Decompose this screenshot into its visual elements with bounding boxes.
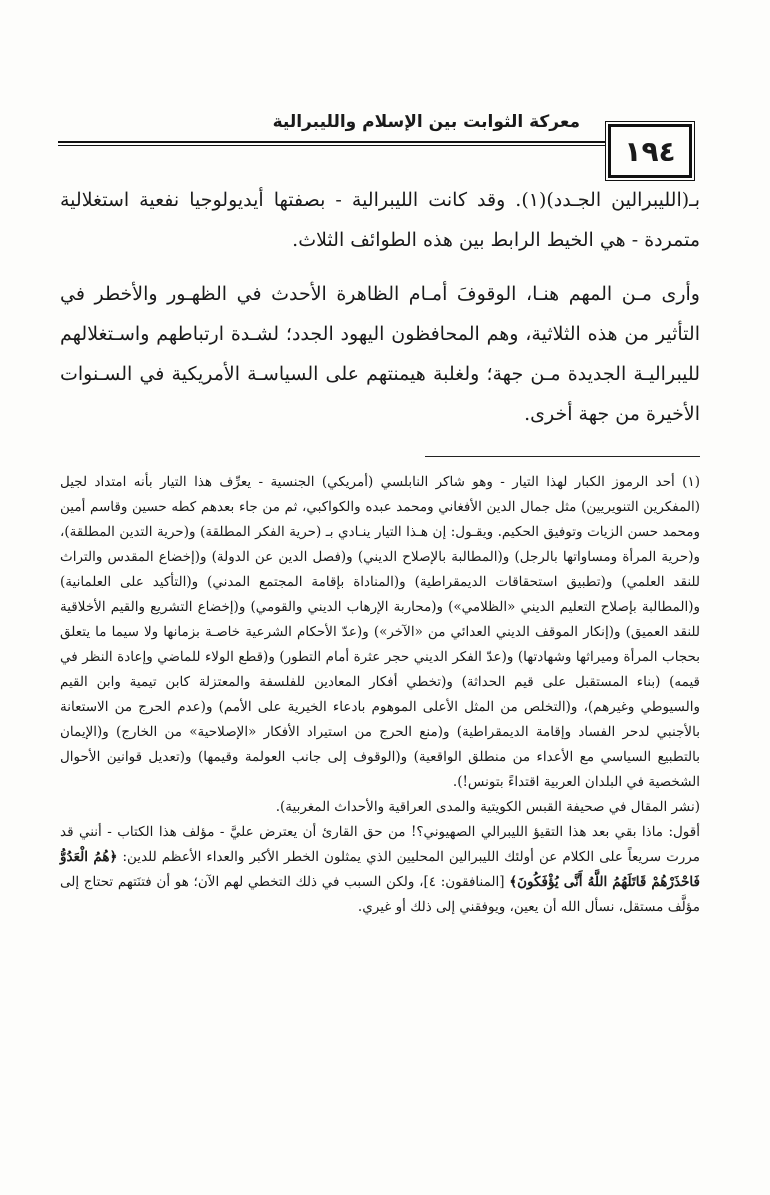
page-number: ١٩٤ <box>608 124 692 178</box>
footnote-comment <box>60 820 700 920</box>
footnote-publication: (نشر المقال في صحيفة القبس الكويتية والمدى العراقية والأحداث المغربية). <box>275 799 700 815</box>
quran-verse: ﴿هُمُ الْعَدُوُّ فَاحْذَرْهُمْ قَاتَلَهُمُ اللَّهُ أَنَّى يُؤْفَكُونَ﴾ <box>60 849 700 890</box>
quran-reference: [المنافقون: ٤] <box>423 874 505 890</box>
running-header-title: معركة الثوابت بين الإسلام والليبرالية <box>272 112 580 132</box>
footnotes <box>60 470 700 920</box>
comment-text-end: ، ولكن السبب في ذلك التخطي لهم الآن؛ هو أن فتنَتهم تحتاج إلى مؤلَّف مستقل، نسأل الله أن يعين، ويوفقني إلى ذلك أو غيري. <box>60 874 700 915</box>
footnote-separator <box>425 456 700 457</box>
header-rule <box>58 141 606 146</box>
paragraph-2: وأرى مـن المهم هنـا، الوقوفَ أمـام الظاهرة الأحدث في الظهـور والأخطر في التأثير من هذه الثلاثية، وهم المحافظون اليهود الجدد؛ لشـدة ارتباطهم واسـتغلالهم لليبراليـة الجديدة مـن جهة؛ ولغلبة هيمنتهم على السياسـة الأمريكية في السـنوات الأخيرة من جهة أخرى. <box>60 283 700 425</box>
comment-text: أقول: ماذا بقي بعد هذا التقيؤ الليبرالي الصهيوني؟! من حق القارئ أن يعترض عليَّ - مؤلف هذا الكتاب - أنني قد مررت سريعاً على الكلام عن أولئك الليبرالين المحليين الذي يمثلون الخطر الأكبر والعداء الأعظم للدين: <box>60 824 700 865</box>
main-text <box>60 180 700 448</box>
paragraph-1: بـ(الليبرالين الجـدد)(١). وقد كانت الليبرالية - بصفتها أيديولوجيا نفعية استغلالية متمردة - هي الخيط الرابط بين هذه الطوائف الثلاث. <box>60 189 700 251</box>
footnote-1: (١) أحد الرموز الكبار لهذا التيار - وهو شاكر النابلسي (أمريكي) الجنسية - يعرِّف هذا التيار بأنه امتداد لجيل (المفكرين التنويريين) مثل جمال الدين الأفغاني ومحمد عبده والكواكبي، ثم من جاء بعدهم كطه حسين وقاسم أمين ومحمد حسن الزيات وتوفيق الحكيم. ويقـول: إن هـذا التيار ينـادي بـ (حرية الفكر المطلقة) و(حرية التدين المطلقة)، و(حرية المرأة ومساواتها بالرجل) و(المطالبة بالإصلاح الديني) و(فصل الدين عن الدولة) و(إخضاع المقدس والتراث للنقد العلمي) و(تطبيق استحقاقات الديمقراطية) و(المناداة بإقامة المجتمع المدني) و(التأكيد على العلمانية) و(المطالبة بإصلاح التعليم الديني «الظلامي») و(محاربة الإرهاب الديني والقومي) و(إخضاع التشريع والقيم الأخلاقية للنقد العميق) و(إنكار الموقف الديني العدائي من «الآخر») و(عدّ الأحكام الشرعية خاصـة بزمانها ولا سيما ما يتعلق بحجاب المرأة وميراثها وشهادتها) و(عدّ الفكر الديني حجر عثرة أمام التطور) و(قطع الولاء للماضي وإعادة النظر في قيمه) (بناء المستقبل على قيم الحداثة) و(تخطي أفكار المعادين للفلسفة والمعتزلة كابن تيمية وابن القيم والسيوطي وغيرهم)، و(التخلص من المثل الأعلى الموهوم بادعاء الخيرية على الأمم) و(عدم الحرج من الاستعانة بالأجنبي لدحر الفساد وإقامة الديمقراطية) و(منع الحرج من استيراد الأفكار «الإصلاحية» من الخارج) و(الإيمان بالتطبيع السياسي مع الأعداء من منطلق الواقعية) و(الوقوف إلى جانب العولمة وقيمها) و(تعديل قوانين الأحوال الشخصية في البلدان العربية اقتداءً بتونس!). <box>60 474 700 790</box>
